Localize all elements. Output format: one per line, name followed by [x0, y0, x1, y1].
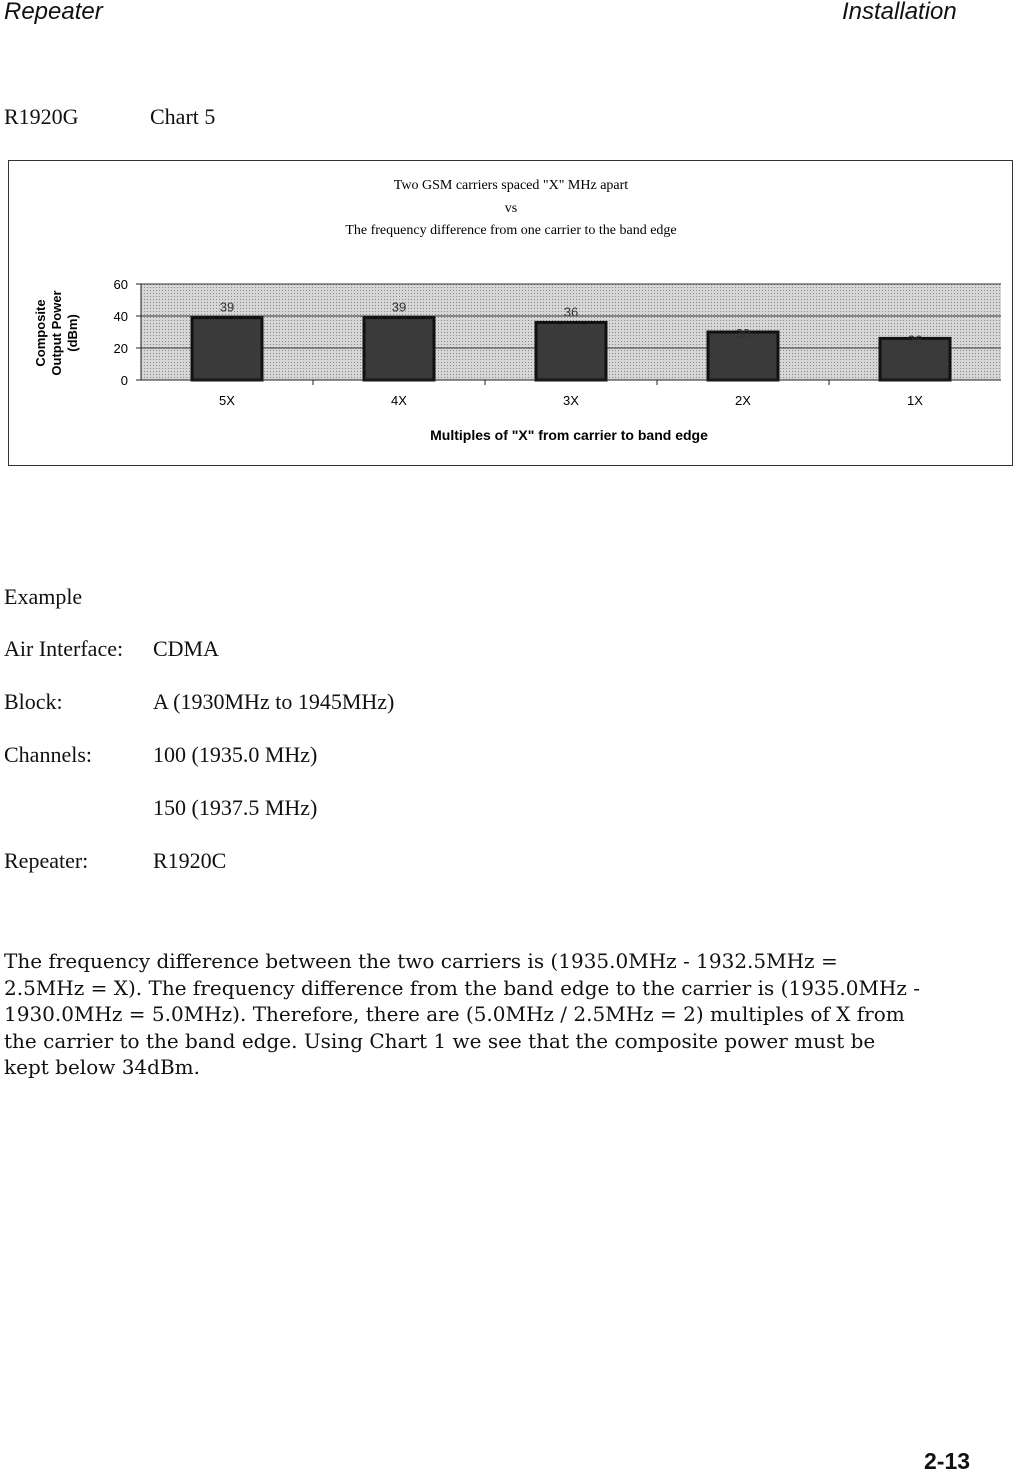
field-value: A (1930MHz to 1945MHz): [153, 689, 395, 714]
field-label: Repeater:: [4, 848, 89, 873]
x-tick-label: 4X: [391, 393, 407, 408]
y-tick-label: 40: [113, 309, 128, 324]
x-axis-label: Multiples of "X" from carrier to band edge: [430, 427, 708, 443]
x-tick-label: 1X: [907, 393, 923, 408]
chart-title-line-3: The frequency difference from one carrier to the band edge: [345, 223, 677, 238]
chart-title-line-1: Two GSM carriers spaced "X" MHz apart: [393, 178, 629, 193]
y-axis-label-line-1: Composite: [33, 299, 48, 367]
field-row-channels: [4, 742, 604, 772]
bar: [536, 322, 606, 380]
field-value: 150 (1937.5 MHz): [153, 795, 318, 820]
x-tick-label: 3X: [563, 393, 579, 408]
field-label: Block:: [4, 689, 63, 714]
field-label: Channels:: [4, 742, 92, 767]
chart-caption: [4, 104, 215, 130]
chart-number: Chart 5: [150, 104, 216, 129]
bar: [364, 318, 434, 380]
field-row-channels-2: [4, 795, 604, 825]
field-value: CDMA: [153, 636, 220, 661]
field-row-repeater: [4, 848, 604, 878]
chart-model: R1920G: [4, 104, 79, 129]
y-axis-ticks: [114, 277, 141, 388]
y-tick-label: 60: [113, 277, 128, 292]
field-row-air-interface: [4, 636, 604, 666]
chart-title-line-2: vs: [504, 201, 518, 216]
field-value: R1920C: [153, 848, 227, 873]
data-label: 36: [563, 304, 579, 320]
field-value: 100 (1935.0 MHz): [153, 742, 318, 767]
data-label: 39: [391, 299, 407, 315]
y-axis-label-line-2: Output Power: [49, 290, 64, 376]
y-tick-label: 0: [120, 373, 128, 388]
field-label: Air Interface:: [4, 636, 124, 661]
y-axis-label-line-3: (dBm): [65, 314, 80, 352]
x-tick-label: 2X: [735, 393, 751, 408]
example-heading: Example: [4, 584, 83, 609]
chart-frame: [8, 160, 1013, 466]
explanation-paragraph: The frequency difference between the two carriers is (1935.0MHz - 1932.5MHz = 2.5MHz = X). The frequency difference from the band edge to the carrier is (1935.0MHz - 1930.0MHz = 5.0MHz). Therefore, there are (5.0MHz / 2.5MHz = 2) multiples of X from the carrier to the band edge. Using Chart 1 we see that the composite power must be kept below 34dBm.: [4, 949, 921, 1080]
running-header-right: Installation: [842, 0, 957, 25]
field-row-block: [4, 689, 604, 719]
x-axis-ticks: [219, 380, 923, 408]
page-number: 2-13: [924, 1448, 971, 1474]
data-label: 30: [735, 326, 751, 341]
y-tick-label: 20: [113, 341, 128, 356]
bar-chart: [9, 161, 1014, 467]
bar: [192, 318, 262, 380]
x-tick-label: 5X: [219, 393, 235, 408]
running-header-left: Repeater: [4, 0, 103, 25]
data-label: 39: [219, 299, 235, 315]
data-label: 26: [907, 332, 923, 348]
